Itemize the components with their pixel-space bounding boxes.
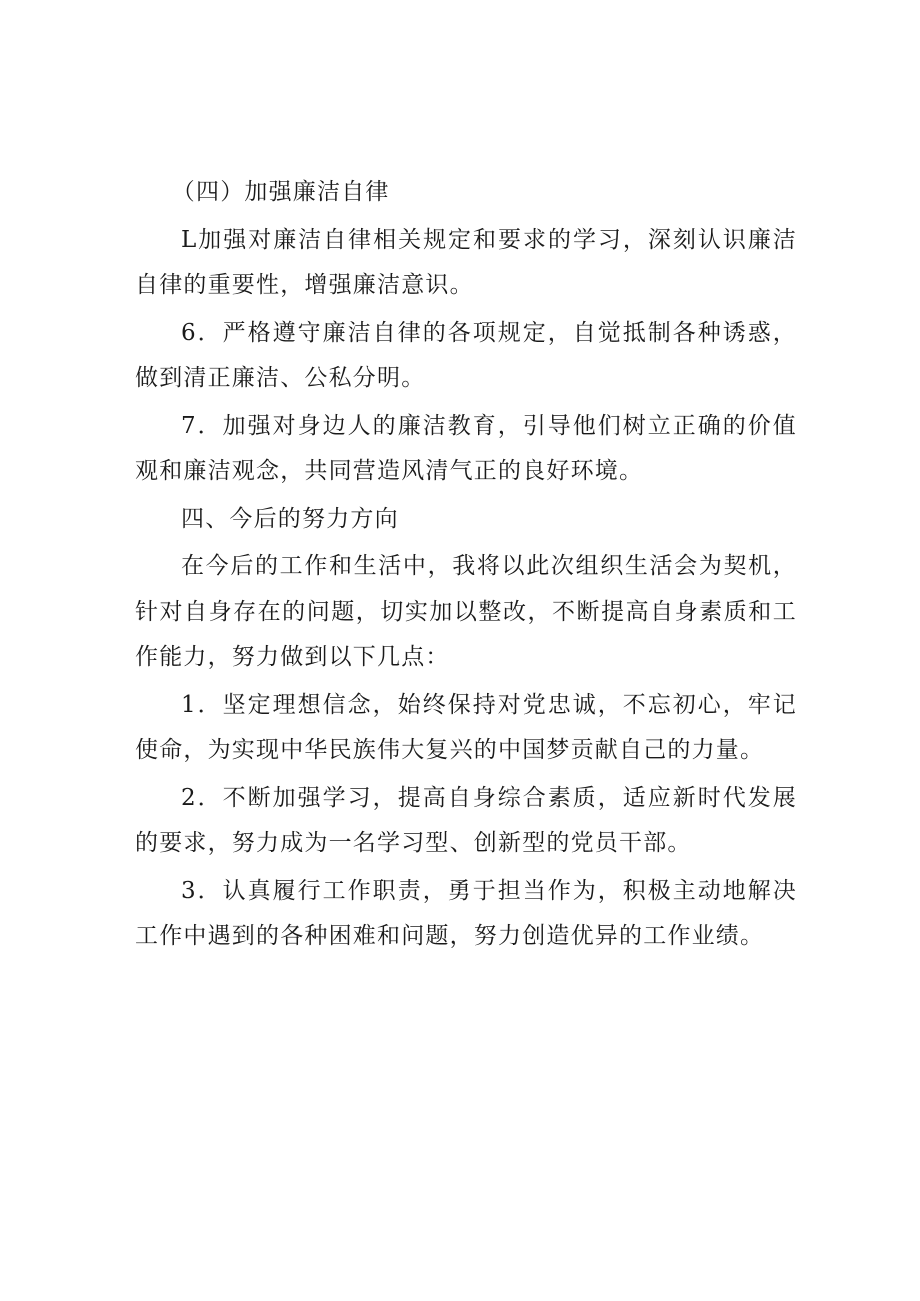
paragraph-goal-3: 3．认真履行工作职责，勇于担当作为，积极主动地解决工作中遇到的各种困难和问题，努力创造优异的工作业绩。 <box>135 877 797 949</box>
section-heading-future-direction: 四、今后的努力方向 <box>181 505 399 532</box>
document-body <box>135 170 797 962</box>
paragraph-intro: 在今后的工作和生活中，我将以此次组织生活会为契机，针对自身存在的问题，切实加以整改，不断提高自身素质和工作能力，努力做到以下几点： <box>135 553 797 670</box>
section-heading-integrity: （四）加强廉洁自律 <box>171 179 390 205</box>
paragraph-goal-2: 2．不断加强学习，提高自身综合素质，适应新时代发展的要求，努力成为一名学习型、创新型的党员干部。 <box>135 784 797 856</box>
paragraph-item-7: 7．加强对身边人的廉洁教育，引导他们树立正确的价值观和廉洁观念，共同营造风清气正的良好环境。 <box>135 412 797 484</box>
paragraph-goal-1: 1．坚定理想信念，始终保持对党忠诚，不忘初心，牢记使命，为实现中华民族伟大复兴的中国梦贡献自己的力量。 <box>135 691 797 763</box>
paragraph-item-6: 6．严格遵守廉洁自律的各项规定，自觉抵制各种诱惑，做到清正廉洁、公私分明。 <box>135 319 797 391</box>
paragraph-item-5: L加强对廉洁自律相关规定和要求的学习，深刻认识廉洁自律的重要性，增强廉洁意识。 <box>135 226 797 298</box>
